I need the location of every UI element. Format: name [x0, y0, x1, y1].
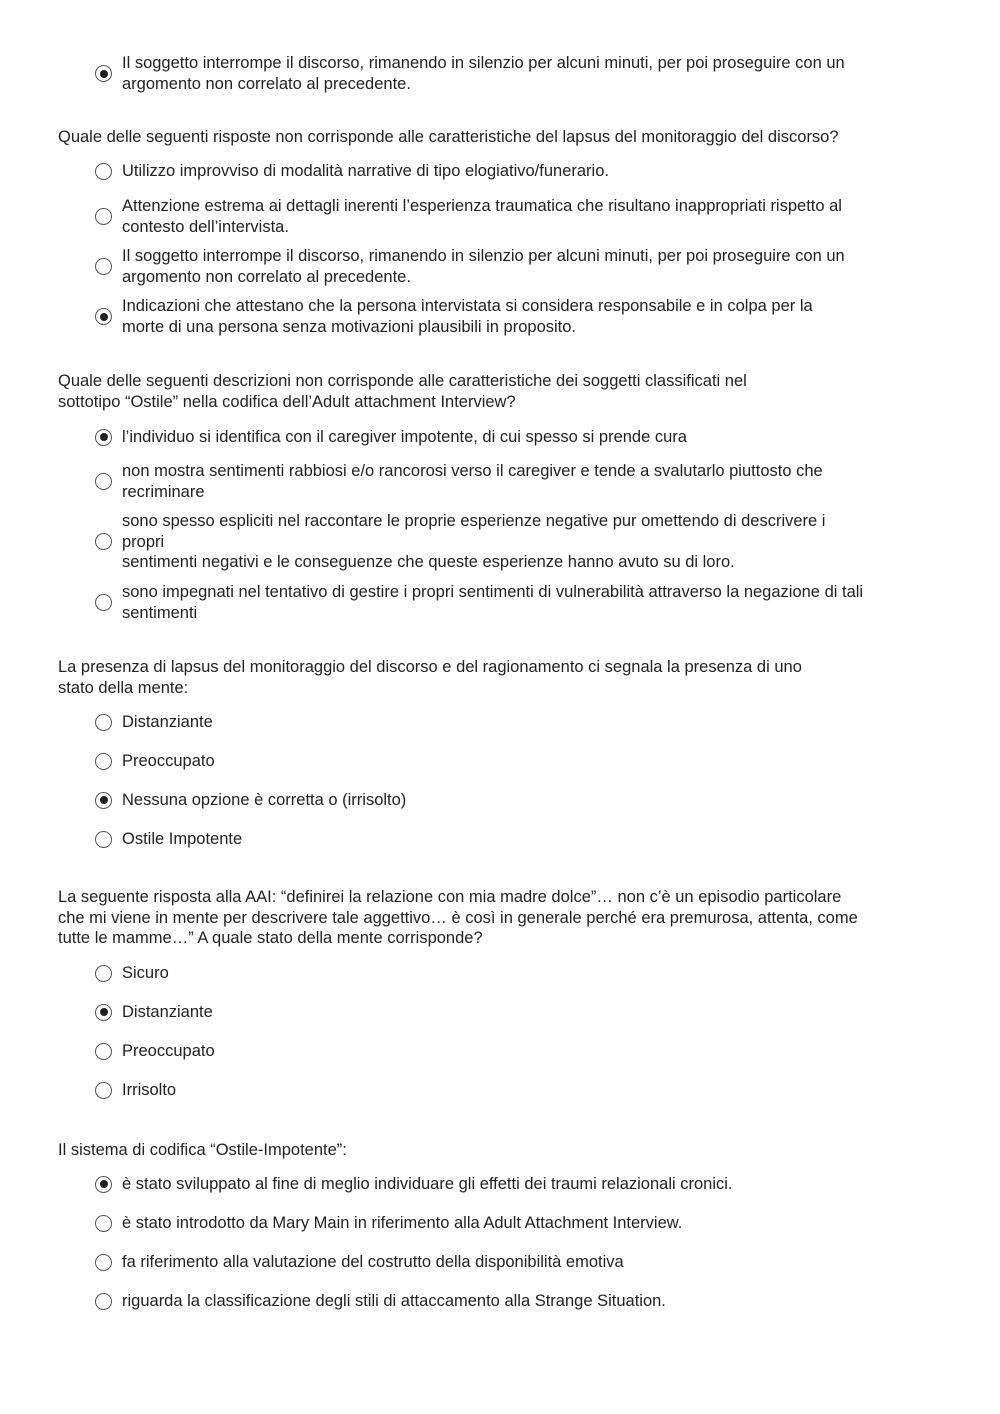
option-label: fa riferimento alla valutazione del costrutto della disponibilità emotiva [122, 1253, 624, 1271]
q5-option-2[interactable] [95, 1002, 955, 1023]
q5-option-3[interactable] [95, 1041, 955, 1062]
option-label: riguarda la classificazione degli stili di attaccamento alla Strange Situation. [122, 1292, 666, 1310]
q6-option-1[interactable] [95, 1174, 955, 1195]
radio-button[interactable] [95, 792, 112, 809]
radio-button[interactable] [95, 1254, 112, 1271]
radio-button[interactable] [95, 208, 112, 225]
q2-option-4[interactable] [95, 296, 955, 337]
question-6-text: Il sistema di codifica “Ostile-Impotente”: [58, 1141, 347, 1159]
option-label: Preoccupato [122, 1042, 215, 1060]
option-label: Sicuro [122, 964, 169, 982]
option-label: Il soggetto interrompe il discorso, rimanendo in silenzio per alcuni minuti, per poi proseguire con un argomento non correlato al precedente. [122, 247, 845, 286]
radio-button[interactable] [95, 258, 112, 275]
q3-option-2[interactable] [95, 461, 955, 502]
radio-button[interactable] [95, 831, 112, 848]
q6-option-4[interactable] [95, 1291, 955, 1312]
question-4-text: La presenza di lapsus del monitoraggio del discorso e del ragionamento ci segnala la presenza di uno stato della mente: [58, 658, 802, 697]
radio-button[interactable] [95, 1215, 112, 1232]
radio-button[interactable] [95, 1176, 112, 1193]
question-3-text: Quale delle seguenti descrizioni non corrisponde alle caratteristiche dei soggetti classificati nel sottotipo “Ostile” nella codifica dell’Adult attachment Interview? [58, 372, 747, 411]
q1-option-1[interactable] [95, 53, 955, 94]
question-2-text: Quale delle seguenti risposte non corrisponde alle caratteristiche del lapsus del monitoraggio del discorso? [58, 128, 839, 146]
radio-button[interactable] [95, 473, 112, 490]
option-label: Irrisolto [122, 1081, 177, 1099]
q4-option-2[interactable] [95, 751, 955, 772]
option-label: Utilizzo improvviso di modalità narrative di tipo elogiativo/funerario. [122, 162, 609, 180]
option-label: Distanziante [122, 713, 213, 731]
q2-option-2[interactable] [95, 196, 955, 237]
q3-option-4[interactable] [95, 582, 955, 623]
radio-button[interactable] [95, 1004, 112, 1021]
question-5-text: La seguente risposta alla AAI: “definirei la relazione con mia madre dolce”… non c’è un episodio particolare che mi viene in mente per descrivere tale aggettivo… è così in generale perché era premurosa, attenta, come tutte le mamme…” A quale stato della mente corrisponde? [58, 888, 858, 947]
q4-option-4[interactable] [95, 829, 955, 850]
option-label: sono spesso espliciti nel raccontare le proprie esperienze negative pur omettendo di descrivere i propri sentimenti negativi e le conseguenze che queste esperienze hanno avuto su di loro. [122, 512, 826, 571]
option-label: Attenzione estrema ai dettagli inerenti l’esperienza traumatica che risultano inappropriati rispetto al contesto dell’intervista. [122, 197, 842, 236]
radio-button[interactable] [95, 1293, 112, 1310]
radio-button[interactable] [95, 429, 112, 446]
q2-option-1[interactable] [95, 161, 955, 182]
radio-button[interactable] [95, 163, 112, 180]
radio-button[interactable] [95, 65, 112, 82]
option-label: Ostile Impotente [122, 830, 243, 848]
q6-option-2[interactable] [95, 1213, 955, 1234]
option-label: sono impegnati nel tentativo di gestire i propri sentimenti di vulnerabilità attraverso la negazione di tali sentimenti [122, 583, 864, 622]
q3-option-1[interactable] [95, 427, 955, 448]
option-label: Indicazioni che attestano che la persona intervistata si considera responsabile e in colpa per la morte di una persona senza motivazioni plausibili in proposito. [122, 297, 813, 336]
radio-button[interactable] [95, 753, 112, 770]
q5-option-1[interactable] [95, 963, 955, 984]
radio-button[interactable] [95, 714, 112, 731]
radio-button[interactable] [95, 308, 112, 325]
q6-option-3[interactable] [95, 1252, 955, 1273]
q4-option-3[interactable] [95, 790, 955, 811]
radio-button[interactable] [95, 533, 112, 550]
option-label: è stato sviluppato al fine di meglio individuare gli effetti dei traumi relazionali cronici. [122, 1175, 733, 1193]
q3-option-3[interactable] [95, 511, 955, 573]
radio-button[interactable] [95, 1043, 112, 1060]
option-label: l’individuo si identifica con il caregiver impotente, di cui spesso si prende cura [122, 428, 687, 446]
q4-option-1[interactable] [95, 712, 955, 733]
radio-button[interactable] [95, 1082, 112, 1099]
q2-option-3[interactable] [95, 246, 955, 287]
radio-button[interactable] [95, 594, 112, 611]
option-label: Il soggetto interrompe il discorso, rimanendo in silenzio per alcuni minuti, per poi proseguire con un argomento non correlato al precedente. [122, 54, 845, 93]
option-label: Nessuna opzione è corretta o (irrisolto) [122, 791, 407, 809]
radio-button[interactable] [95, 965, 112, 982]
option-label: è stato introdotto da Mary Main in riferimento alla Adult Attachment Interview. [122, 1214, 683, 1232]
option-label: non mostra sentimenti rabbiosi e/o rancorosi verso il caregiver e tende a svalutarlo piuttosto che recriminare [122, 462, 823, 501]
q5-option-4[interactable] [95, 1080, 955, 1101]
option-label: Distanziante [122, 1003, 213, 1021]
option-label: Preoccupato [122, 752, 215, 770]
